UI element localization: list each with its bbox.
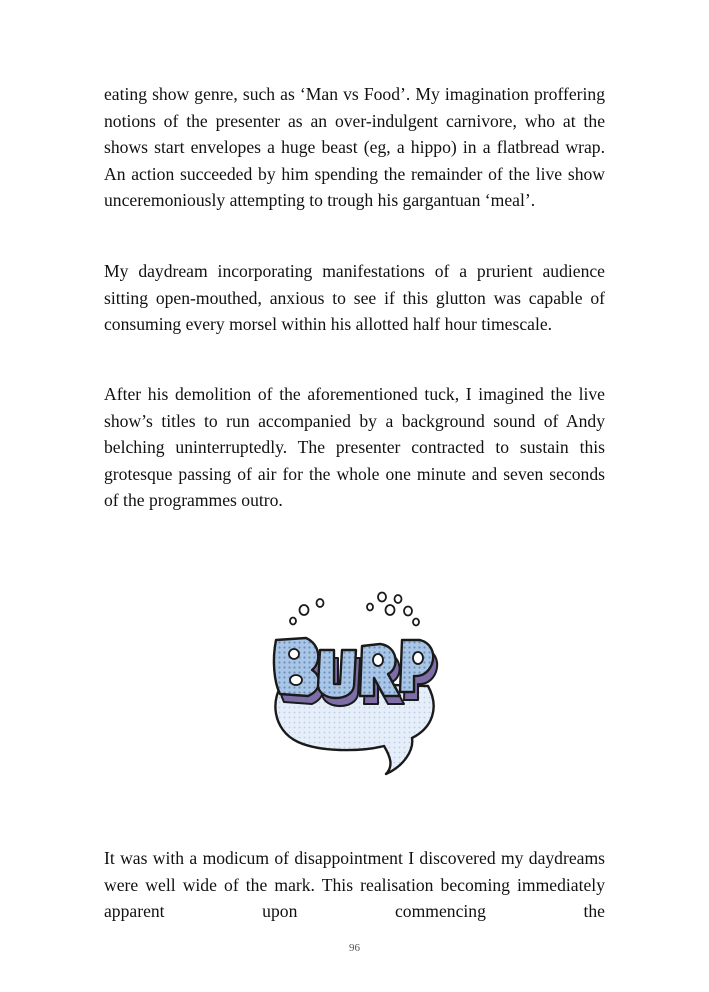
bubble-dots [290,593,419,626]
paragraph-4: It was with a modicum of disappointment I discovered my daydreams were well wide of the mark. This realisation becoming immediately apparent upon commencing the [104,848,605,922]
paragraph-1: eating show genre, such as ‘Man vs Food’. My imagination proffering notions of the presenter as an over-indulgent carnivore, who at the shows start envelopes a huge beast (eg, a hippo) in a flatbread wrap. An action succeeded by him spending the remainder of the live show unceremoniously attempting to trough his gargantuan ‘meal’. [104,84,605,211]
paragraph-3: After his demolition of the aforementioned tuck, I imagined the live show’s titles to run accompanied by a background sound of Andy belching uninterruptedly. The presenter contracted to sustain this grotesque passing of air for the whole one minute and seven seconds of the programmes outro. [104,384,605,511]
burp-speech-bubble-illustration [262,590,450,780]
letter-r [360,644,400,696]
letter-b [274,638,319,696]
paragraph-2: My daydream incorporating manifestations of a prurient audience sitting open-mouthed, anxious to see if this glutton was capable of consuming every morsel within his allotted half hour timescale. [104,261,605,335]
burp-letters [274,638,433,698]
page-number: 96 [349,942,360,954]
